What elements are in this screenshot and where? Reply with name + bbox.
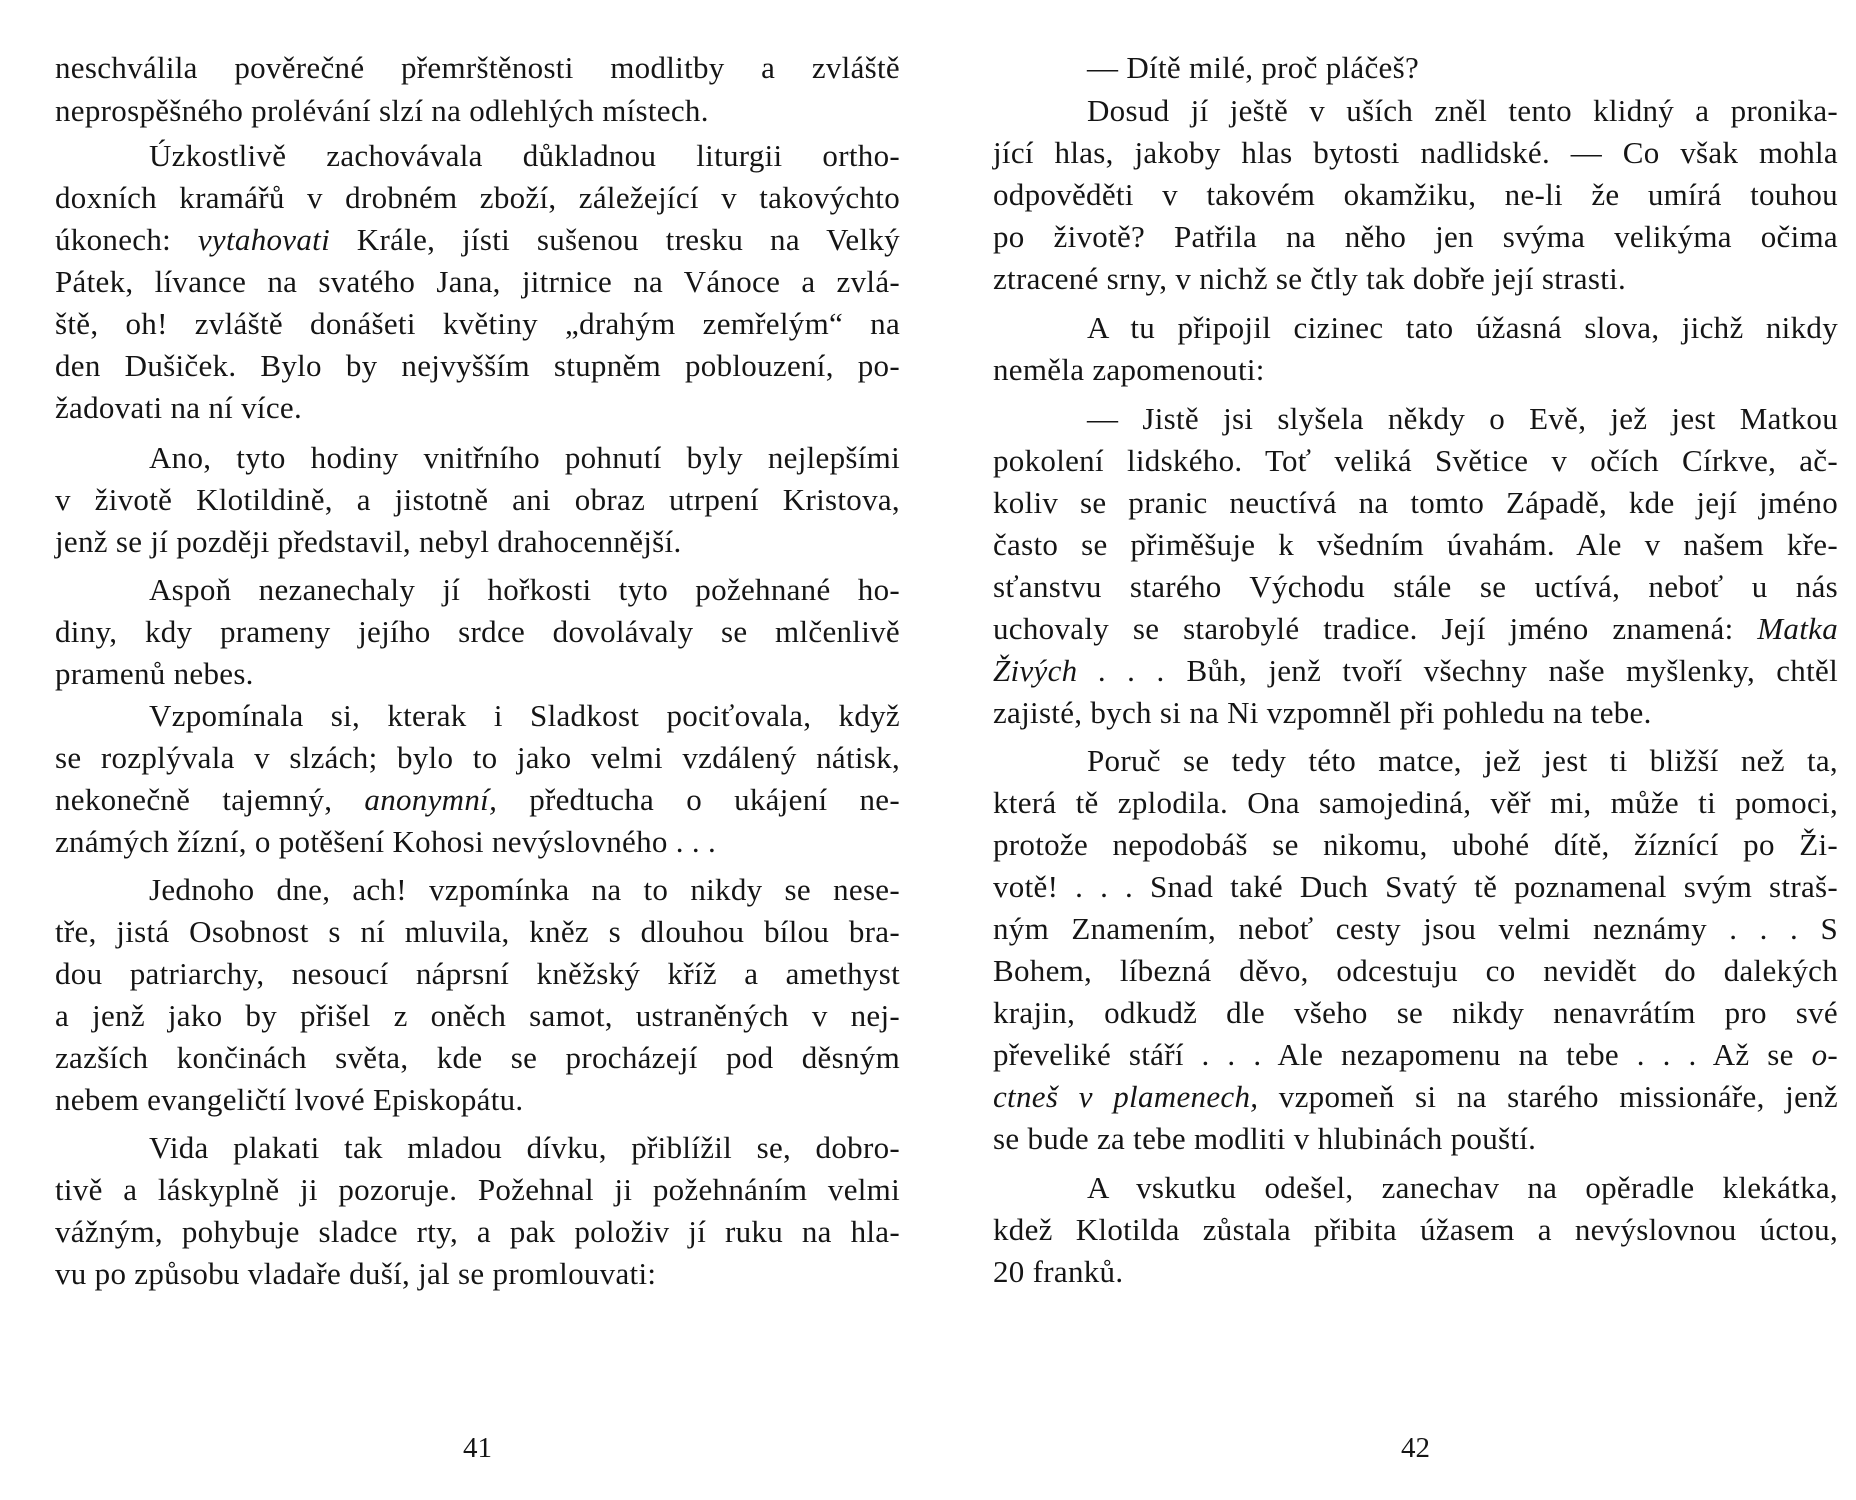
text-segment: A tu připojil cizinec tato úžasná slova, jichž nikdy	[1087, 310, 1838, 345]
text-segment: kdež Klotilda zůstala přibita úžasem a nevýslovnou úctou,	[993, 1212, 1838, 1247]
text-line	[993, 1254, 1838, 1290]
text-line	[1087, 401, 1838, 437]
text-segment: uchovaly se starobylé tradice. Její jméno znamená:	[993, 611, 1758, 646]
text-line	[993, 869, 1838, 905]
text-line	[55, 956, 900, 992]
text-line	[993, 261, 1838, 297]
text-segment: Aspoň nezanechaly jí hořkosti tyto požehnané ho-	[149, 572, 900, 607]
text-line	[993, 827, 1838, 863]
text-segment: neschválila pověrečné přemrštěnosti modlitby a zvláště	[55, 50, 900, 85]
right-page	[993, 50, 1838, 1480]
text-line	[993, 219, 1838, 255]
text-line	[993, 527, 1838, 563]
text-segment: votě! . . . Snad také Duch Svatý tě poznamenal svým straš-	[993, 869, 1838, 904]
text-segment: známých žízní, o potěšení Kohosi nevýslovného . . .	[55, 824, 717, 859]
italic-text-segment: o-	[1811, 1037, 1838, 1072]
text-segment: vážným, pohybuje sladce rty, a pak položiv jí ruku na hla-	[55, 1214, 900, 1249]
text-segment: v životě Klotildině, a jistotně ani obraz utrpení Kristova,	[55, 482, 900, 517]
text-segment: a jenž jako by přišel z oněch samot, ustraněných v nej-	[55, 998, 900, 1033]
text-line	[1087, 743, 1838, 779]
text-segment: úkonech:	[55, 222, 198, 257]
text-line	[55, 1256, 900, 1292]
text-segment: Pátek, lívance na svatého Jana, jitrnice na Vánoce a zvlá-	[55, 264, 900, 299]
text-segment: po životě? Patřila na něho jen svýma velikýma očima	[993, 219, 1838, 254]
text-line	[1087, 310, 1838, 346]
text-line	[55, 1082, 900, 1118]
text-line	[55, 306, 900, 342]
text-segment: Dosud jí ještě v uších zněl tento klidný a pronika-	[1087, 93, 1838, 128]
text-line	[149, 698, 900, 734]
text-segment: ztracené srny, v nichž se čtly tak dobře její strasti.	[993, 261, 1627, 296]
text-segment: zajisté, bych si na Ni vzpomněl při pohledu na tebe.	[993, 695, 1652, 730]
text-line	[55, 348, 900, 384]
text-line	[993, 443, 1838, 479]
text-line	[993, 1121, 1838, 1157]
text-segment: která tě zplodila. Ona samojediná, věř mi, může ti pomoci,	[993, 785, 1838, 820]
text-line	[993, 1037, 1838, 1073]
text-segment: žadovati na ní více.	[55, 390, 303, 425]
text-segment: Bohem, líbezná děvo, odcestuju co nevidět do dalekých	[993, 953, 1838, 988]
text-segment: vu po způsobu vladaře duší, jal se promlouvati:	[55, 1256, 657, 1291]
text-segment: pramenů nebes.	[55, 656, 254, 691]
text-line	[55, 914, 900, 950]
italic-text-segment: vytahovati	[197, 222, 330, 257]
text-segment: Ano, tyto hodiny vnitřního pohnutí byly nejlepšími	[149, 440, 900, 475]
text-line	[993, 569, 1838, 605]
text-line	[55, 740, 900, 776]
text-line	[55, 824, 900, 860]
text-line	[993, 995, 1838, 1031]
text-line	[993, 653, 1838, 689]
text-line	[993, 953, 1838, 989]
text-line	[55, 1214, 900, 1250]
text-segment: zazších končinách světa, kde se procházejí pod děsným	[55, 1040, 900, 1075]
right-page-number: 42	[1401, 1432, 1430, 1464]
text-line	[993, 177, 1838, 213]
text-segment: A vskutku odešel, zanechav na opěradle klekátka,	[1087, 1170, 1838, 1205]
text-line	[55, 782, 900, 818]
text-segment: tře, jistá Osobnost s ní mluvila, kněz s dlouhou bílou bra-	[55, 914, 900, 949]
text-segment: odpověděti v takovém okamžiku, ne-li že umírá touhou	[993, 177, 1838, 212]
text-line	[55, 524, 900, 560]
text-line	[993, 352, 1838, 388]
text-segment: Poruč se tedy této matce, jež jest ti bližší než ta,	[1087, 743, 1838, 778]
text-line	[149, 572, 900, 608]
text-line	[993, 1079, 1838, 1115]
text-line	[55, 222, 900, 258]
text-segment: Úzkostlivě zachovávala důkladnou liturgii ortho-	[149, 138, 900, 173]
text-line	[55, 93, 900, 129]
text-segment: doxních kramářů v drobném zboží, záležející v takovýchto	[55, 180, 900, 215]
text-line	[149, 138, 900, 174]
text-line	[1087, 50, 1838, 86]
text-line	[993, 1212, 1838, 1248]
text-line	[993, 485, 1838, 521]
italic-text-segment: ctneš v plamenech,	[993, 1079, 1259, 1114]
text-line	[149, 1130, 900, 1166]
text-line	[55, 390, 900, 426]
italic-text-segment: Matka	[1757, 611, 1838, 646]
text-segment: jenž se jí později představil, nebyl drahocennější.	[55, 524, 682, 559]
text-line	[55, 1040, 900, 1076]
text-segment: — Jistě jsi slyšela někdy o Evě, jež jest Matkou	[1087, 401, 1838, 436]
text-line	[149, 872, 900, 908]
text-segment: diny, kdy prameny jejího srdce dovolávaly se mlčenlivě	[55, 614, 900, 649]
text-segment: Vzpomínala si, kterak i Sladkost pociťovala, když	[149, 698, 900, 733]
text-segment: často se přiměšuje k všedním úvahám. Ale v našem kře-	[993, 527, 1838, 562]
text-segment: se rozplývala v slzách; bylo to jako velmi vzdálený nátisk,	[55, 740, 900, 775]
text-segment: převeliké stáří . . . Ale nezapomenu na tebe . . . Až se	[993, 1037, 1812, 1072]
text-segment: 20 franků.	[993, 1254, 1124, 1289]
text-line	[993, 695, 1838, 731]
text-segment: protože nepodobáš se nikomu, ubohé dítě, žíznící po Ži-	[993, 827, 1838, 862]
text-line	[55, 180, 900, 216]
text-line	[55, 482, 900, 518]
text-line	[55, 656, 900, 692]
italic-text-segment: anonymní,	[364, 782, 498, 817]
text-line	[55, 1172, 900, 1208]
text-line	[1087, 1170, 1838, 1206]
text-segment: sťanstvu starého Východu stále se uctívá, neboť u nás	[993, 569, 1838, 604]
text-segment: Krále, jísti sušenou tresku na Velký	[329, 222, 900, 257]
text-line	[55, 264, 900, 300]
text-segment: nekonečně tajemný,	[55, 782, 365, 817]
text-line	[55, 50, 900, 86]
text-line	[1087, 93, 1838, 129]
text-segment: ným Znamením, neboť cesty jsou velmi neznámy . . . S	[993, 911, 1838, 946]
text-line	[993, 135, 1838, 171]
text-segment: koliv se pranic neuctívá na tomto Západě, kde její jméno	[993, 485, 1838, 520]
text-segment: den Dušiček. Bylo by nejvyšším stupněm poblouzení, po-	[55, 348, 900, 383]
left-page	[55, 50, 900, 1480]
text-segment: — Dítě milé, proč pláčeš?	[1087, 50, 1420, 85]
text-line	[55, 614, 900, 650]
text-segment: Bůh, jenž tvoří všechny naše myšlenky, chtěl	[1165, 653, 1838, 688]
text-segment: se bude za tebe modliti v hlubinách pouští.	[993, 1121, 1537, 1156]
text-segment: Jednoho dne, ach! vzpomínka na to nikdy se nese-	[149, 872, 900, 907]
text-segment: dou patriarchy, nesoucí náprsní kněžský kříž a amethyst	[55, 956, 900, 991]
text-segment: Vida plakati tak mladou dívku, přiblížil se, dobro-	[149, 1130, 900, 1165]
text-line	[993, 785, 1838, 821]
text-segment: krajin, odkudž dle všeho se nikdy nenavrátím pro své	[993, 995, 1838, 1030]
italic-text-segment: Živých . . .	[993, 653, 1166, 688]
text-line	[149, 440, 900, 476]
text-segment: jící hlas, jakoby hlas bytosti nadlidské. — Co však mohla	[993, 135, 1838, 170]
text-segment: neměla zapomenouti:	[993, 352, 1265, 387]
left-page-number: 41	[463, 1432, 492, 1464]
text-line	[993, 911, 1838, 947]
text-line	[993, 611, 1838, 647]
text-segment: tivě a láskyplně ji pozoruje. Požehnal ji požehnáním velmi	[55, 1172, 900, 1207]
text-segment: nebem evangeličtí lvové Episkopátu.	[55, 1082, 524, 1117]
text-segment: ště, oh! zvláště donášeti květiny „drahým zemřelým“ na	[55, 306, 900, 341]
text-segment: neprospěšného prolévání slzí na odlehlých místech.	[55, 93, 709, 128]
text-line	[55, 998, 900, 1034]
text-segment: pokolení lidského. Toť veliká Světice v očích Církve, ač-	[993, 443, 1838, 478]
text-segment: předtucha o ukájení ne-	[497, 782, 900, 817]
text-segment: vzpomeň si na starého missionáře, jenž	[1258, 1079, 1838, 1114]
